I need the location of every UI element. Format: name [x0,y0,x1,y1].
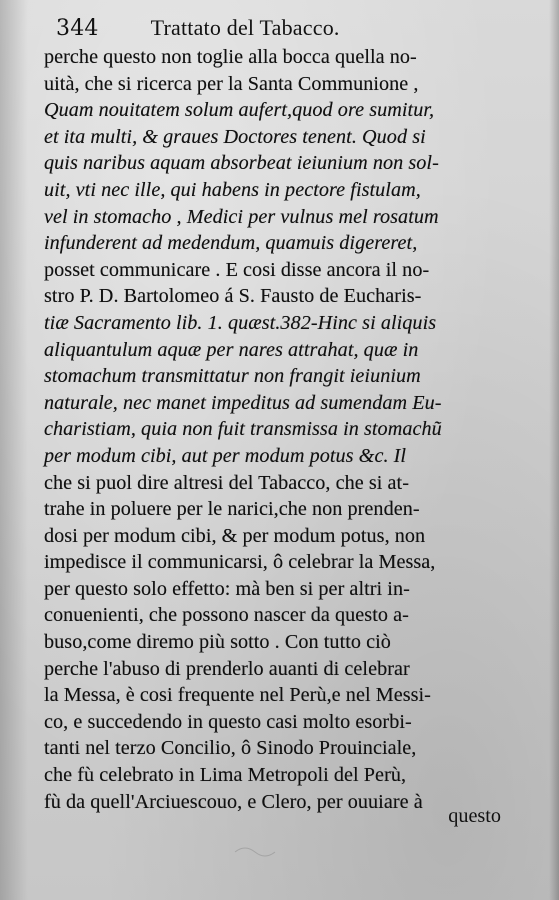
faint-bleed-through-mark [230,842,300,862]
text-line: fù da quell'Arciuescouo, e Clero, per ouuiare à [44,790,423,813]
running-header [56,14,541,42]
page-number: 344 [56,16,99,41]
text-line: per questo solo effetto: mà ben si per altri in- [44,577,410,600]
text-line: charistiam, quia non fuit transmissa in stomachũ [44,418,442,441]
text-line: che fù celebrato in Lima Metropoli del Perù, [44,764,407,787]
text-line: et ita multi, & graues Doctores tenent. Quod si [44,125,426,148]
text-line: dosi per modum cibi, & per modum potus, non [44,524,426,547]
text-line: stomachum transmittatur non frangit ieiunium [44,365,421,388]
text-line: trahe in poluere per le narici,che non prenden- [44,498,420,521]
text-line: co, e succedendo in questo casi molto esorbi- [44,710,412,733]
text-line: tanti nel terzo Concilio, ô Sinodo Prouinciale, [44,737,417,760]
text-line: Quam nouitatem solum aufert,quod ore sumitur, [44,99,435,122]
text-line: uità, che si ricerca per la Santa Communione , [44,72,419,95]
running-title: Trattato del Tabacco. [150,15,340,40]
text-line: per modum cibi, aut per modum potus &c. Il [44,444,407,467]
text-line: buso,come diremo più sotto . Con tutto ciò [44,631,391,654]
text-line: che si puol dire altresi del Tabacco, che si at- [44,471,409,494]
text-line: la Messa, è cosi frequente nel Perù,e nel Messi- [44,684,431,707]
text-line: tiæ Sacramento lib. 1. quæst.382-Hinc si aliquis [44,311,437,334]
text-line: vel in stomacho , Medici per vulnus mel rosatum [44,205,439,228]
text-line: naturale, nec manet impeditus ad sumendam Eu- [44,391,442,414]
text-line: impedisce il communicarsi, ô celebrar la Messa, [44,551,436,574]
text-line: perche questo non toglie alla bocca quella no- [44,46,417,68]
binding-shadow [0,0,28,900]
text-line: posset communicare . E cosi disse ancora il no- [44,258,430,281]
text-line: perche l'abuso di prenderlo auanti di celebrar [44,657,410,680]
text-line: quis naribus aquam absorbeat ieiunium non sol- [44,152,439,175]
catchword: questo [448,805,501,827]
text-line: uit, vti nec ille, qui habens in pectore fistulam, [44,178,421,201]
text-line: conuenienti, che possono nascer da questo a- [44,604,409,627]
text-body [44,44,541,815]
text-line: aliquantulum aquæ per nares attrahat, quæ in [44,338,419,361]
text-line: infunderent ad medendum, quamuis digereret, [44,232,418,255]
text-line: stro P. D. Bartolomeo á S. Fausto de Eucharis- [44,285,422,308]
page-edge-shadow [549,0,559,900]
